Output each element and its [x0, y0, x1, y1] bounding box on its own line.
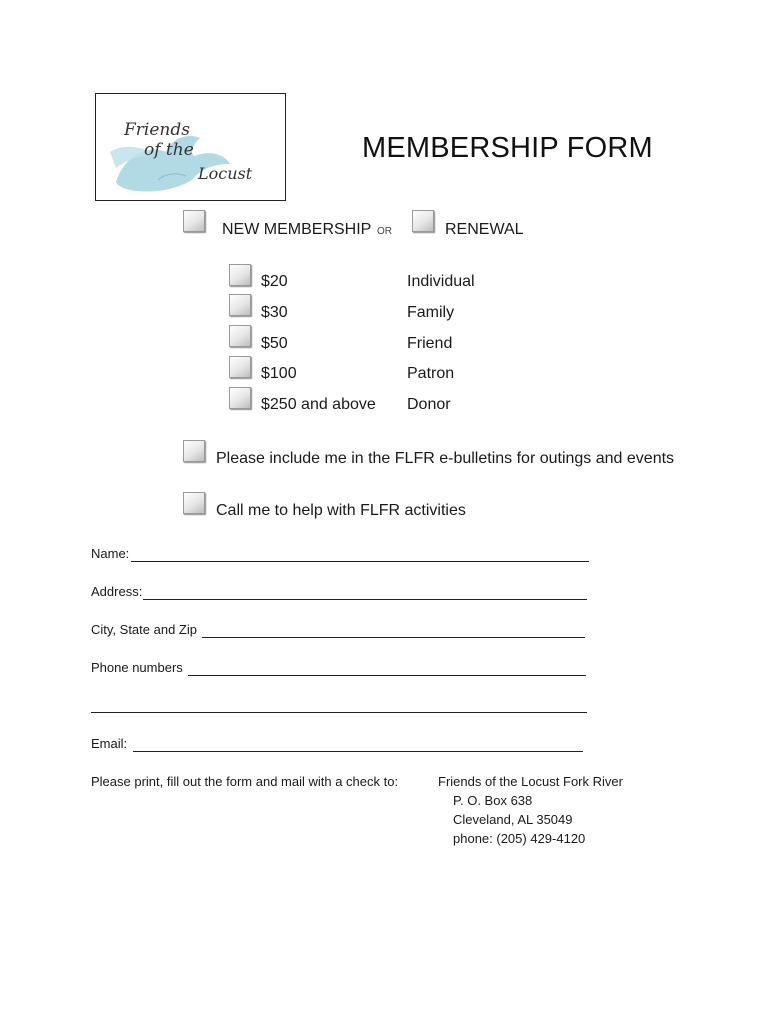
or-label: OR [377, 226, 392, 237]
level-name: Donor [407, 396, 451, 413]
renewal-checkbox[interactable] [412, 210, 434, 232]
level-name: Friend [407, 335, 453, 352]
new-membership-label: NEW MEMBERSHIP [222, 221, 372, 238]
mail-po-box: P. O. Box 638 [453, 793, 533, 808]
level-250-checkbox[interactable] [229, 387, 251, 409]
phone-input[interactable] [188, 661, 586, 676]
level-name: Individual [407, 273, 475, 290]
level-50-checkbox[interactable] [229, 325, 251, 347]
email-label: Email: [91, 736, 128, 751]
level-amount: $30 [261, 304, 288, 321]
level-amount: $20 [261, 273, 288, 290]
city-state-zip-label: City, State and Zip [91, 622, 197, 637]
level-name: Family [407, 304, 455, 321]
page-title: MEMBERSHIP FORM [362, 132, 653, 164]
level-20-checkbox[interactable] [229, 264, 251, 286]
address-input[interactable] [143, 585, 587, 600]
phone-input-second-line[interactable] [91, 698, 587, 713]
city-state-zip-input[interactable] [202, 623, 585, 638]
level-amount: $50 [261, 335, 288, 352]
email-input[interactable] [133, 737, 583, 752]
address-label: Address: [91, 584, 143, 599]
mail-phone: phone: (205) 429-4120 [453, 831, 586, 846]
level-30-checkbox[interactable] [229, 294, 251, 316]
new-membership-checkbox[interactable] [183, 210, 205, 232]
mail-org: Friends of the Locust Fork River [438, 774, 623, 789]
mail-instruction: Please print, fill out the form and mail with a check to: [91, 774, 399, 789]
call-me-label: Call me to help with FLFR activities [216, 502, 466, 519]
ebulletin-label: Please include me in the FLFR e-bulletins for outings and events [216, 450, 675, 467]
logo-text-of-the: of the [144, 140, 194, 160]
logo-text-friends: Friends [124, 120, 190, 140]
level-amount: $250 and above [261, 396, 376, 413]
level-name: Patron [407, 365, 455, 382]
level-amount: $100 [261, 365, 297, 382]
logo [95, 93, 286, 201]
logo-text-locust: Locust [198, 164, 253, 183]
renewal-label: RENEWAL [445, 221, 524, 238]
level-100-checkbox[interactable] [229, 356, 251, 378]
ebulletin-checkbox[interactable] [183, 440, 205, 462]
name-label: Name: [91, 546, 130, 561]
mail-city: Cleveland, AL 35049 [453, 812, 573, 827]
phone-label: Phone numbers [91, 660, 183, 675]
call-me-checkbox[interactable] [183, 492, 205, 514]
name-input[interactable] [131, 547, 589, 562]
